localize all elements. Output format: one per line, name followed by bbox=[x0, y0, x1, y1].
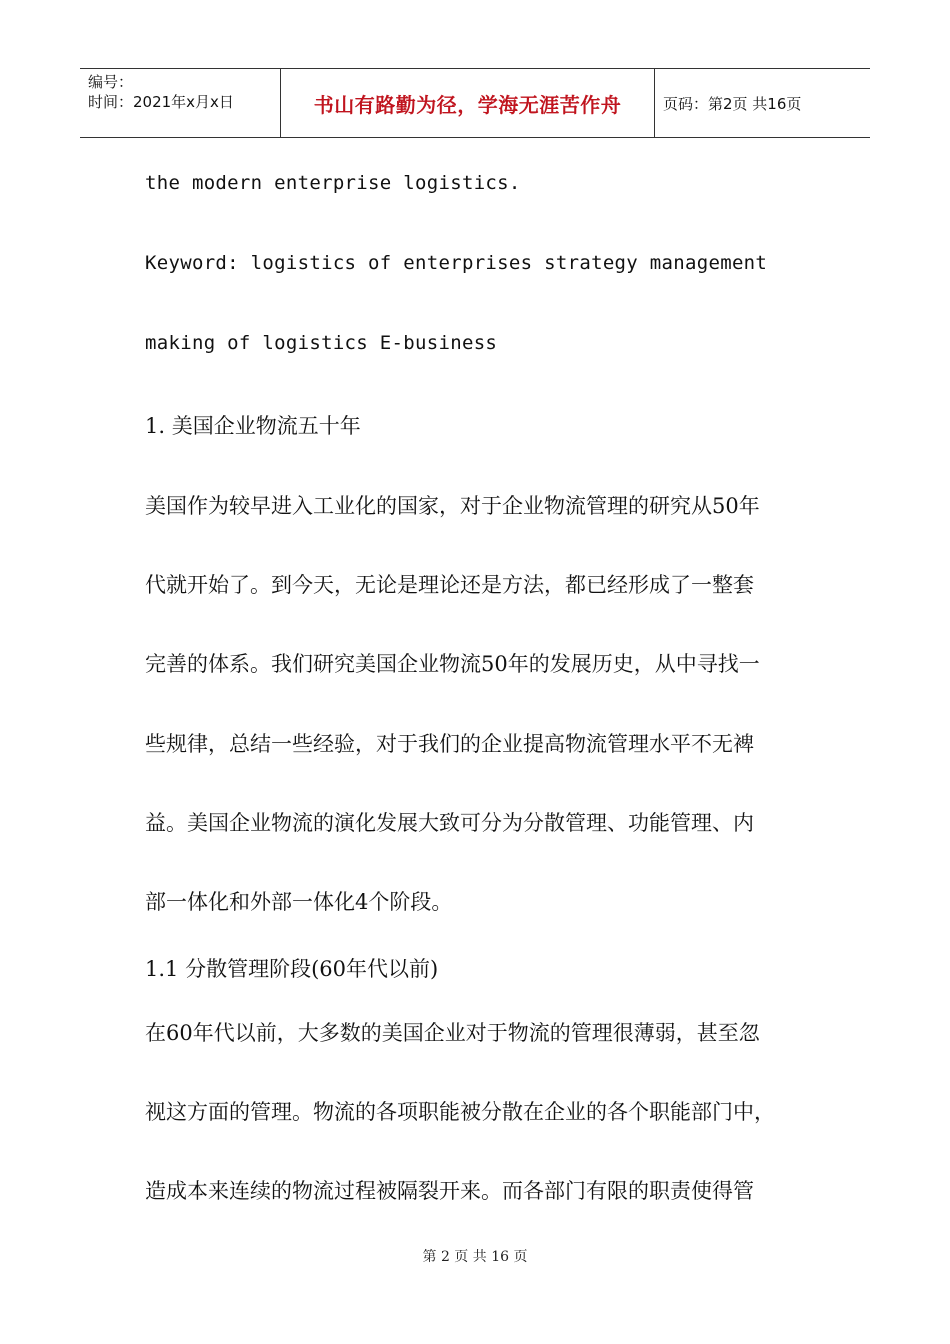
body-line: 视这方面的管理。物流的各项职能被分散在企业的各个职能部门中， bbox=[145, 1100, 775, 1124]
header-motto-cell bbox=[281, 69, 655, 137]
document-header bbox=[80, 68, 870, 138]
motto-text: 书山有路勤为径，学海无涯苦作舟 bbox=[313, 92, 622, 117]
document-number-label: 编号： bbox=[88, 73, 134, 91]
body-line: the modern enterprise logistics. bbox=[145, 172, 521, 194]
body-line: making of logistics E-business bbox=[145, 332, 498, 354]
subsection-heading: 1.1 分散管理阶段(60年代以前) bbox=[145, 957, 439, 981]
body-line: 些规律，总结一些经验，对于我们的企业提高物流管理水平不无裨 bbox=[145, 732, 754, 756]
page-footer: 第 2 页 共 16 页 bbox=[422, 1249, 528, 1265]
document-date-label: 时间：2021年x月x日 bbox=[88, 93, 234, 111]
header-meta-cell bbox=[80, 69, 281, 137]
body-line: 部一体化和外部一体化4个阶段。 bbox=[145, 890, 453, 914]
page-info-text: 页码：第2页 共16页 bbox=[663, 94, 802, 113]
body-line: 美国作为较早进入工业化的国家，对于企业物流管理的研究从50年 bbox=[145, 494, 760, 518]
keyword-line: Keyword: logistics of enterprises strategy management bbox=[145, 252, 768, 274]
body-line: 完善的体系。我们研究美国企业物流50年的发展历史，从中寻找一 bbox=[145, 652, 760, 676]
body-line: 造成本来连续的物流过程被隔裂开来。而各部门有限的职责使得管 bbox=[145, 1179, 754, 1203]
body-line: 代就开始了。到今天，无论是理论还是方法，都已经形成了一整套 bbox=[145, 573, 754, 597]
section-heading: 1. 美国企业物流五十年 bbox=[145, 414, 361, 438]
body-line: 在60年代以前，大多数的美国企业对于物流的管理很薄弱，甚至忽 bbox=[145, 1021, 760, 1045]
header-page-cell bbox=[655, 69, 870, 137]
body-line: 益。美国企业物流的演化发展大致可分为分散管理、功能管理、内 bbox=[145, 811, 754, 835]
